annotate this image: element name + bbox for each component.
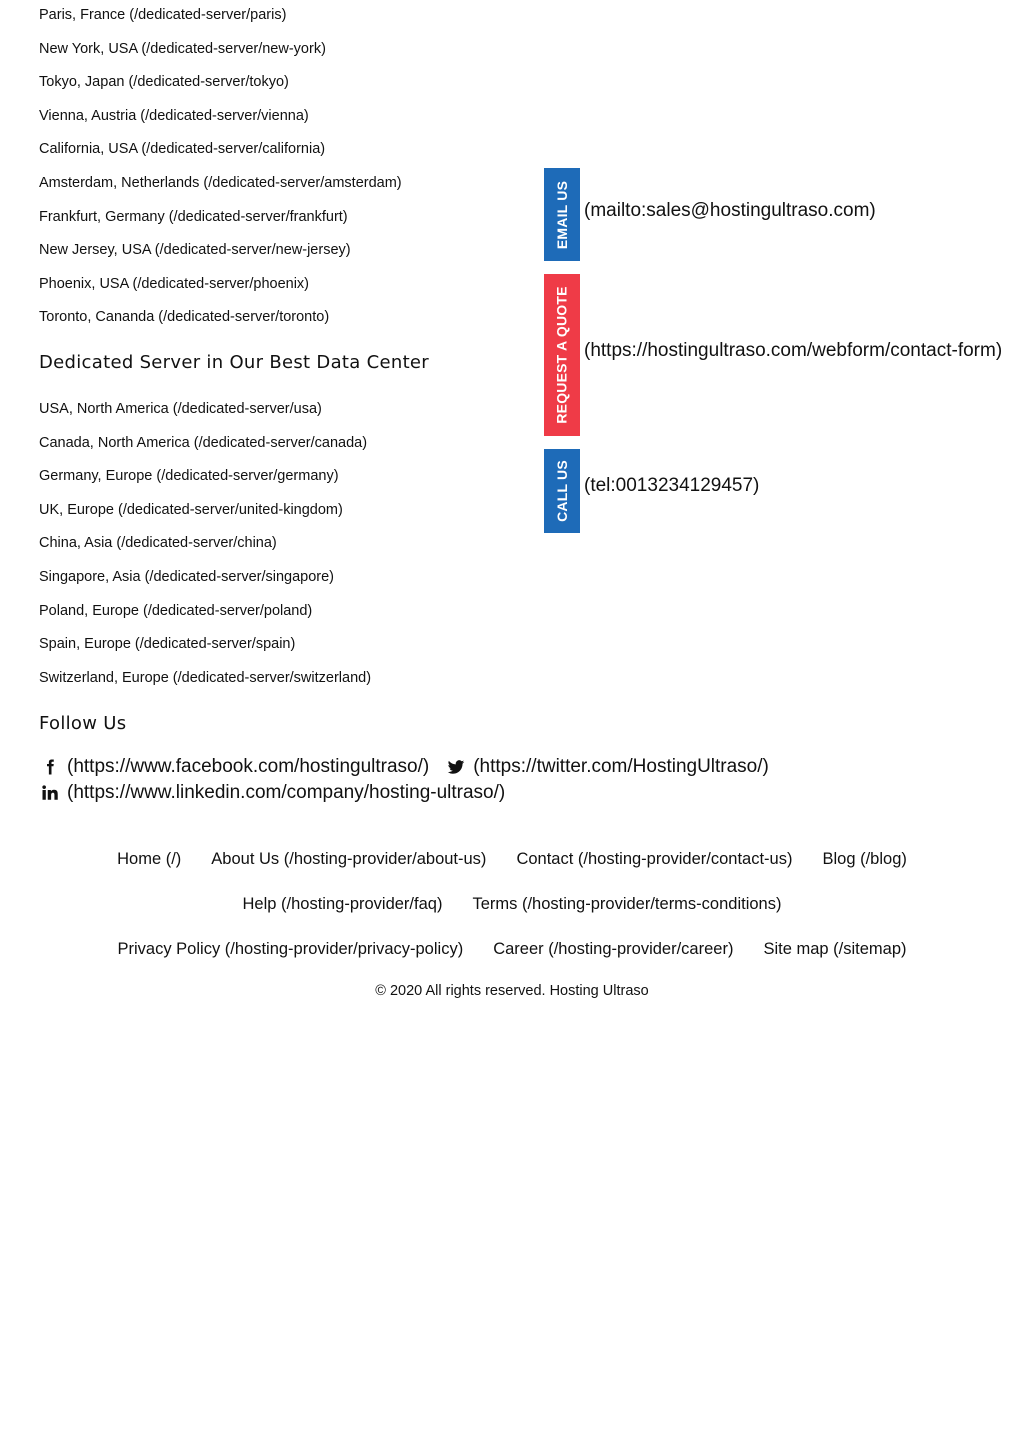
social-links-row bbox=[41, 756, 787, 778]
city-link[interactable]: New Jersey, USA (/dedicated-server/new-jersey) bbox=[39, 242, 351, 259]
city-link[interactable]: Paris, France (/dedicated-server/paris) bbox=[39, 7, 287, 23]
facebook-link-text: (https://www.facebook.com/hostingultraso/) bbox=[67, 756, 430, 777]
city-link[interactable]: Phoenix, USA (/dedicated-server/phoenix) bbox=[39, 275, 310, 292]
data-center-link[interactable]: USA, North America (/dedicated-server/usa) bbox=[39, 401, 322, 417]
footer-nav-row bbox=[0, 895, 1024, 914]
email-us-tab[interactable] bbox=[544, 168, 580, 261]
facebook-icon bbox=[41, 758, 59, 776]
twitter-icon bbox=[447, 758, 465, 776]
footer-nav-row bbox=[0, 850, 1024, 869]
request-quote-tab[interactable] bbox=[544, 274, 580, 436]
footer-link-home[interactable]: Home (/) bbox=[117, 850, 182, 868]
copyright-text: © 2020 All rights reserved. Hosting Ultraso bbox=[375, 983, 649, 999]
data-center-link[interactable]: Canada, North America (/dedicated-server/canada) bbox=[39, 434, 368, 451]
city-link[interactable]: Tokyo, Japan (/dedicated-server/tokyo) bbox=[39, 74, 289, 91]
facebook-link[interactable] bbox=[41, 756, 429, 778]
request-quote-link[interactable]: (https://hostingultraso.com/webform/contact-form) bbox=[584, 340, 1003, 361]
city-link[interactable]: California, USA (/dedicated-server/california) bbox=[39, 141, 326, 158]
call-us-link[interactable]: (tel:0013234129457) bbox=[584, 475, 760, 496]
city-link[interactable]: Amsterdam, Netherlands (/dedicated-server/amsterdam) bbox=[39, 174, 402, 191]
footer-link-about[interactable]: About Us (/hosting-provider/about-us) bbox=[211, 850, 487, 868]
data-center-heading: Dedicated Server in Our Best Data Center bbox=[39, 352, 430, 373]
follow-us-heading: Follow Us bbox=[39, 713, 127, 734]
email-us-link[interactable]: (mailto:sales@hostingultraso.com) bbox=[584, 200, 876, 221]
footer-link-blog[interactable]: Blog (/blog) bbox=[822, 850, 907, 868]
data-center-link[interactable]: Singapore, Asia (/dedicated-server/singapore) bbox=[39, 568, 334, 585]
footer-link-privacy[interactable]: Privacy Policy (/hosting-provider/privacy-policy) bbox=[117, 940, 464, 958]
data-center-link[interactable]: Germany, Europe (/dedicated-server/germany) bbox=[39, 468, 339, 485]
city-link[interactable]: Frankfurt, Germany (/dedicated-server/frankfurt) bbox=[39, 208, 348, 225]
data-center-link[interactable]: Switzerland, Europe (/dedicated-server/switzerland) bbox=[39, 669, 372, 686]
call-us-label: CALL US bbox=[554, 460, 570, 522]
footer-link-career[interactable]: Career (/hosting-provider/career) bbox=[493, 940, 734, 958]
twitter-link-text: (https://twitter.com/HostingUltraso/) bbox=[473, 756, 769, 777]
data-center-link[interactable]: China, Asia (/dedicated-server/china) bbox=[39, 535, 277, 552]
linkedin-icon bbox=[41, 784, 59, 802]
linkedin-link-text: (https://www.linkedin.com/company/hosting-ultraso/) bbox=[67, 782, 506, 803]
city-link[interactable]: New York, USA (/dedicated-server/new-york) bbox=[39, 40, 326, 57]
social-links-row bbox=[41, 782, 523, 804]
footer-link-sitemap[interactable]: Site map (/sitemap) bbox=[763, 940, 907, 958]
data-center-link[interactable]: UK, Europe (/dedicated-server/united-kingdom) bbox=[39, 501, 343, 518]
city-link-list bbox=[39, 5, 402, 341]
data-center-link[interactable]: Poland, Europe (/dedicated-server/poland) bbox=[39, 602, 313, 619]
linkedin-link[interactable] bbox=[41, 782, 505, 804]
data-center-link[interactable]: Spain, Europe (/dedicated-server/spain) bbox=[39, 636, 296, 653]
footer-link-help[interactable]: Help (/hosting-provider/faq) bbox=[242, 895, 443, 913]
city-link[interactable]: Vienna, Austria (/dedicated-server/vienna) bbox=[39, 107, 309, 124]
footer-link-terms[interactable]: Terms (/hosting-provider/terms-conditions) bbox=[472, 895, 782, 913]
data-center-link-list bbox=[39, 399, 371, 701]
city-link[interactable]: Toronto, Cananda (/dedicated-server/toronto) bbox=[39, 309, 330, 326]
footer-link-contact[interactable]: Contact (/hosting-provider/contact-us) bbox=[516, 850, 793, 868]
email-us-label: EMAIL US bbox=[554, 180, 570, 249]
footer-nav-row bbox=[0, 940, 1024, 959]
twitter-link[interactable] bbox=[447, 756, 769, 778]
request-quote-label: REQUEST A QUOTE bbox=[554, 286, 570, 424]
call-us-tab[interactable] bbox=[544, 449, 580, 533]
